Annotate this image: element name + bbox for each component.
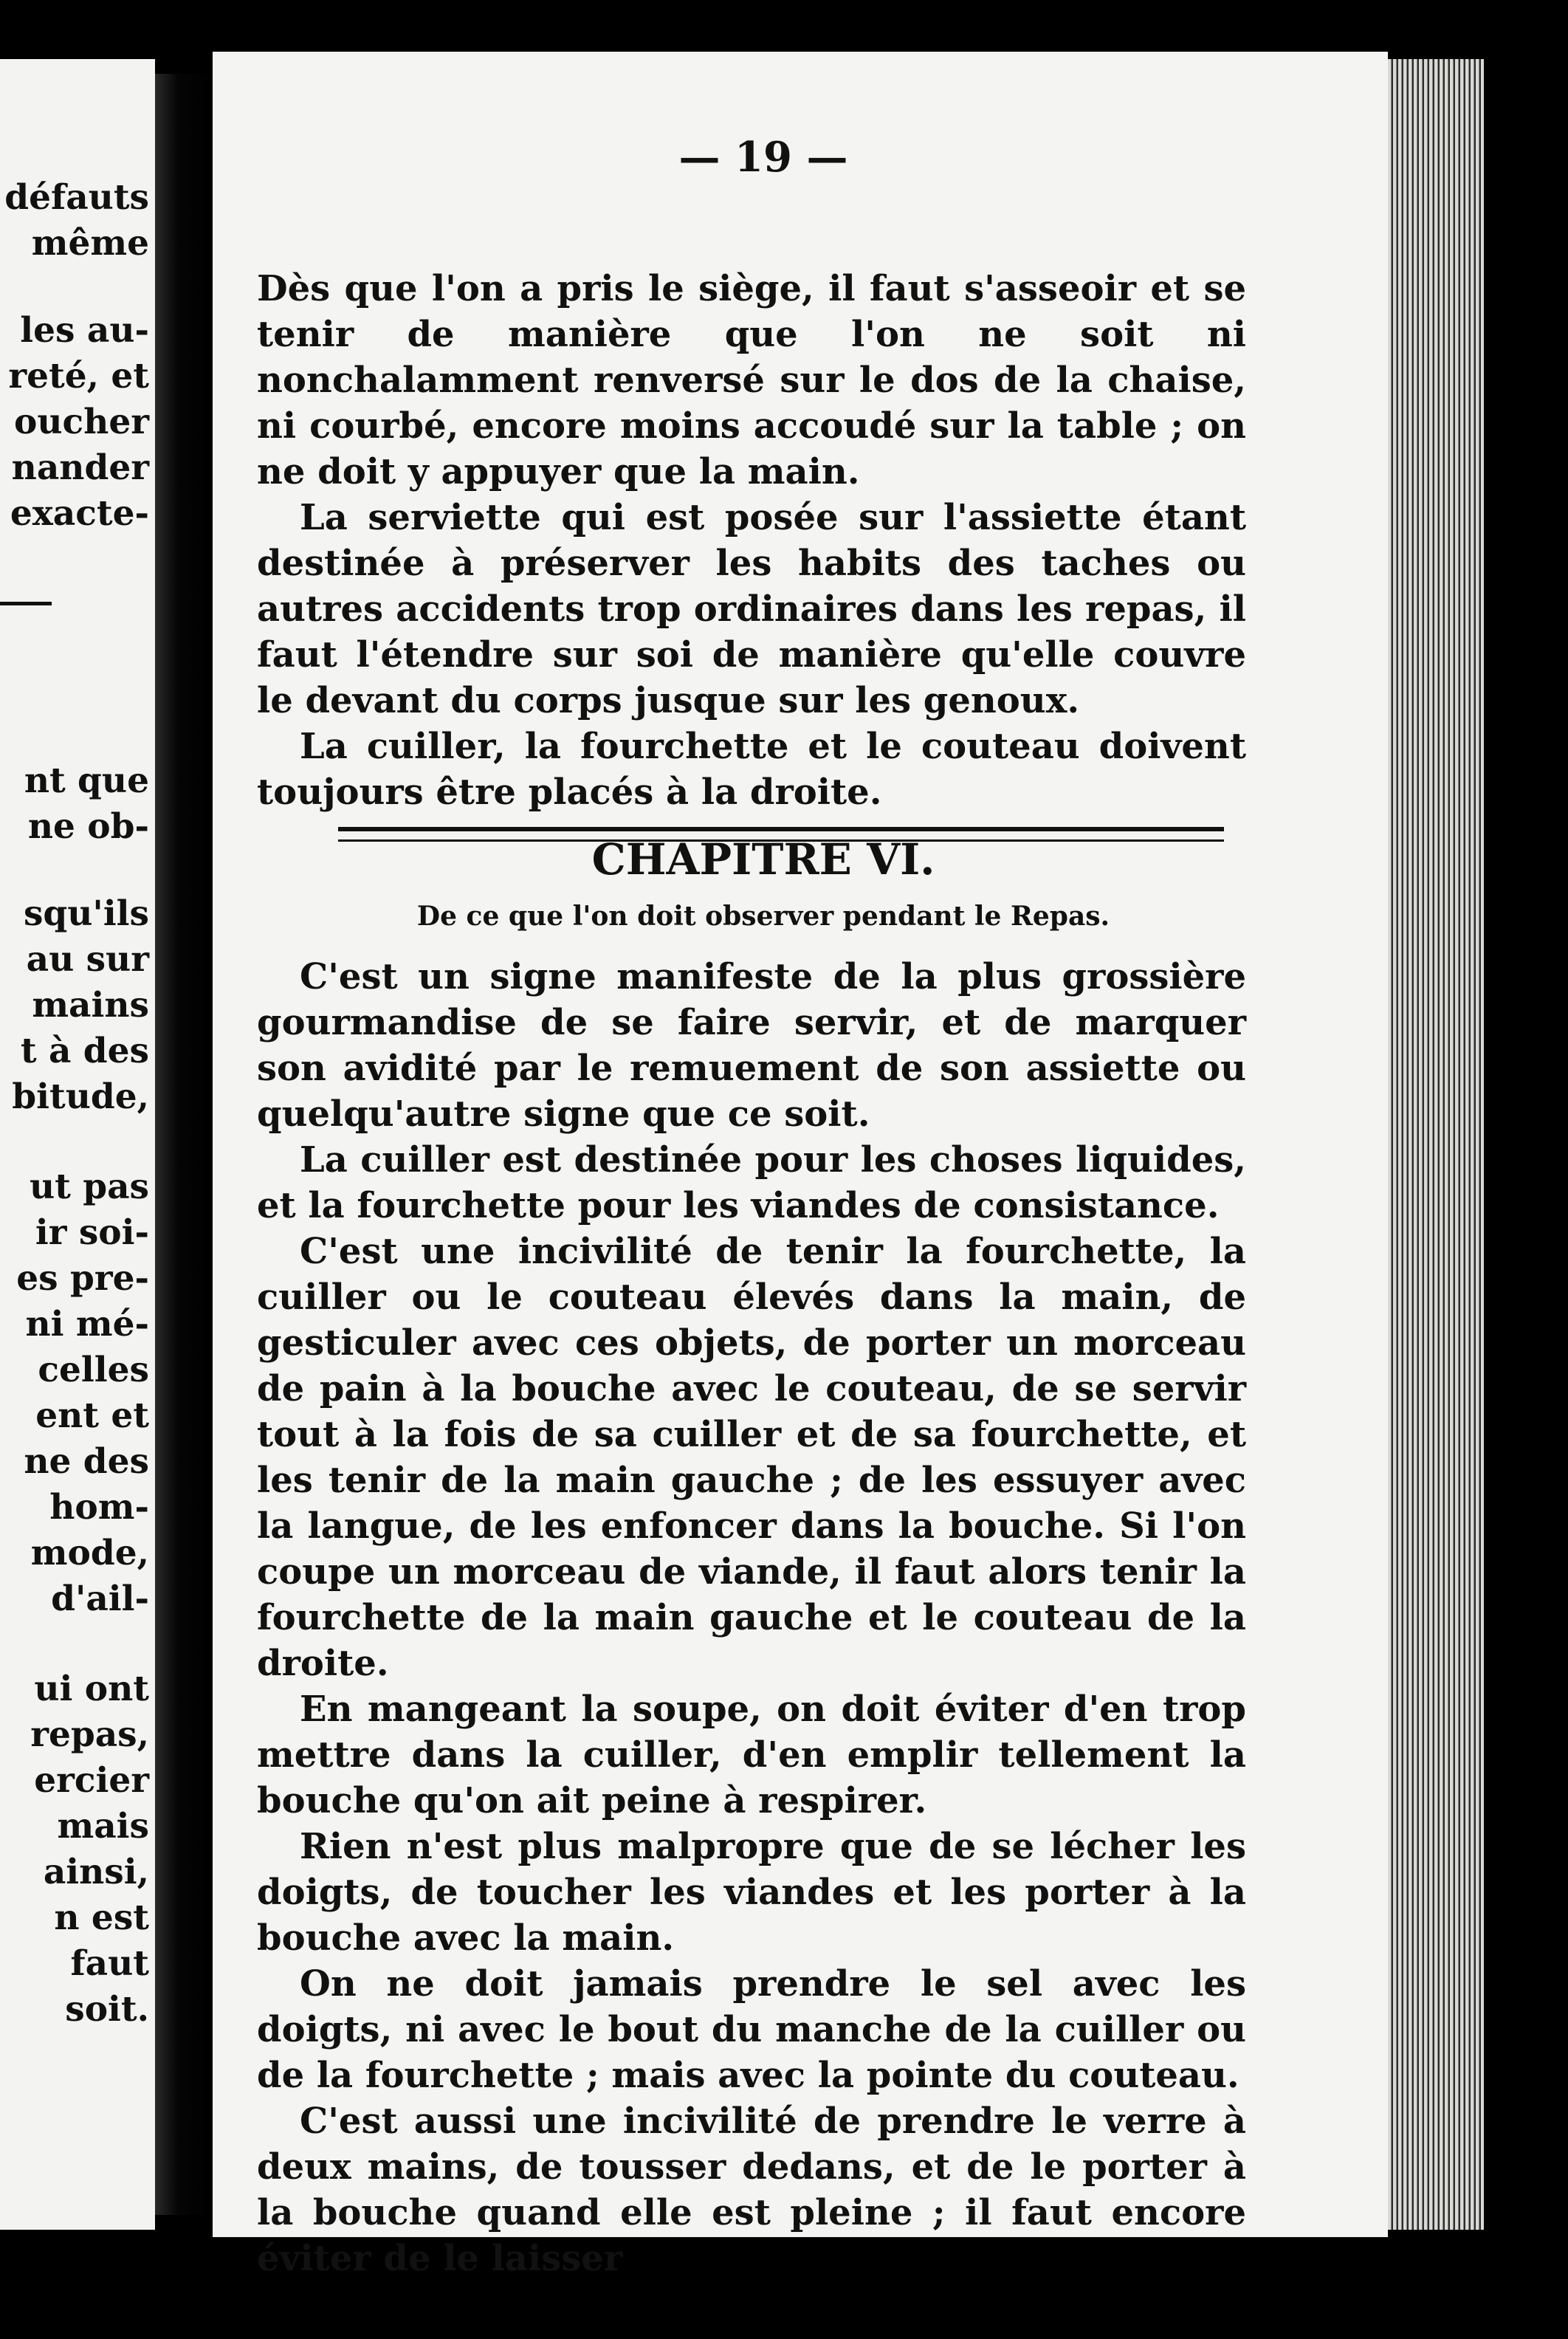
left-page-line: nt que	[24, 760, 149, 801]
left-page-line: faut	[70, 1943, 149, 1984]
book-gutter	[155, 74, 213, 2215]
left-page-line: ni mé-	[25, 1304, 149, 1344]
left-page-line: mais	[57, 1806, 149, 1847]
left-page-line: nander	[11, 447, 149, 488]
paragraph: Rien n'est plus malpropre que de se lécher les doigts, de toucher les viandes et les porter à la bouche avec la main.	[257, 1826, 1246, 1959]
left-page-line: ercier	[34, 1760, 149, 1801]
left-page-line: bitude,	[12, 1076, 149, 1117]
left-page-line: mains	[32, 985, 149, 1026]
left-page-line: ent et	[35, 1395, 149, 1436]
paragraph: C'est un signe manifeste de la plus grossière gourmandise de se faire servir, et de marquer son avidité par le remuement de son assiette ou quelqu'autre signe que ce soit.	[257, 956, 1246, 1135]
left-page-rule	[0, 602, 52, 605]
text-section-before-chapter	[257, 266, 1246, 815]
left-page-line: exacte-	[10, 493, 149, 534]
left-page-line: ui ont	[34, 1669, 149, 1709]
paragraph: C'est aussi une incivilité de prendre le verre à deux mains, de tousser dedans, et de le porter à la bouche quand elle est pleine ; il faut encore éviter de le laisser	[257, 2101, 1246, 2279]
left-page-line: n est	[54, 1897, 149, 1938]
left-page-line: squ'ils	[23, 893, 149, 934]
paragraph: La cuiller est destinée pour les choses liquides, et la fourchette pour les viandes de consistance.	[257, 1139, 1246, 1226]
left-page-line: d'ail-	[51, 1579, 149, 1619]
left-page-line: défauts	[4, 177, 149, 218]
paragraph: Dès que l'on a pris le siège, il faut s'asseoir et se tenir de manière que l'on ne soit ni nonchalamment renversé sur le dos de la chaise, ni courbé, encore moins accoudé sur la table ; on ne doit y appuyer que la main.	[257, 268, 1246, 492]
left-page-line: soit.	[65, 1989, 149, 2030]
paragraph: La cuiller, la fourchette et le couteau doivent toujours être placés à la droite.	[257, 726, 1246, 813]
left-page-line: mode,	[30, 1533, 149, 1573]
chapter-title: CHAPITRE VI.	[591, 834, 935, 885]
left-page-line: reté, et	[8, 356, 149, 396]
page-number: — 19 —	[678, 133, 848, 182]
paragraph: La serviette qui est posée sur l'assiette étant destinée à préserver les habits des taches ou autres accidents trop ordinaires dans les repas, il faut l'étendre sur soi de manière qu'elle couvre le devant du corps jusque sur les genoux.	[257, 497, 1246, 721]
left-page-line: es pre-	[16, 1258, 149, 1299]
chapter-subtitle: De ce que l'on doit observer pendant le Repas.	[416, 901, 1110, 932]
left-page-line: même	[31, 223, 149, 264]
left-page-line: les au-	[20, 310, 149, 351]
left-page-line: ainsi,	[43, 1852, 149, 1892]
left-page-line: repas,	[30, 1714, 149, 1755]
left-page-line: ir soi-	[35, 1212, 149, 1253]
left-page-line: au sur	[26, 939, 149, 980]
paragraph: En mangeant la soupe, on doit éviter d'en trop mettre dans la cuiller, d'en emplir tellement la bouche qu'on ait peine à respirer.	[257, 1689, 1246, 1821]
left-page-line: ne des	[24, 1441, 149, 1482]
left-page-line: t à des	[20, 1031, 149, 1071]
left-page-line: hom-	[49, 1487, 149, 1528]
page-fore-edge	[1388, 59, 1484, 2230]
left-page-line: oucher	[14, 402, 149, 442]
left-page-line: celles	[38, 1350, 149, 1390]
paragraph: C'est une incivilité de tenir la fourchette, la cuiller ou le couteau élevés dans la main, de gesticuler avec ces objets, de porter un morceau de pain à la bouche avec le couteau, de se servir tout à la fois de sa cuiller et de sa fourchette, et les tenir de la main gauche ; de les essuyer avec la langue, de les enfoncer dans la bouche. Si l'on coupe un morceau de viande, il faut alors tenir la fourchette de la main gauche et le couteau de la droite.	[257, 1231, 1246, 1684]
paragraph: On ne doit jamais prendre le sel avec les doigts, ni avec le bout du manche de la cuiller ou de la fourchette ; mais avec la pointe du couteau.	[257, 1963, 1246, 2096]
left-page-line: ne ob-	[27, 806, 149, 847]
text-section-chapter-body	[257, 954, 1246, 2281]
left-facing-page	[0, 59, 155, 2230]
book-page	[213, 52, 1388, 2279]
left-page-line: ut pas	[29, 1167, 149, 1207]
